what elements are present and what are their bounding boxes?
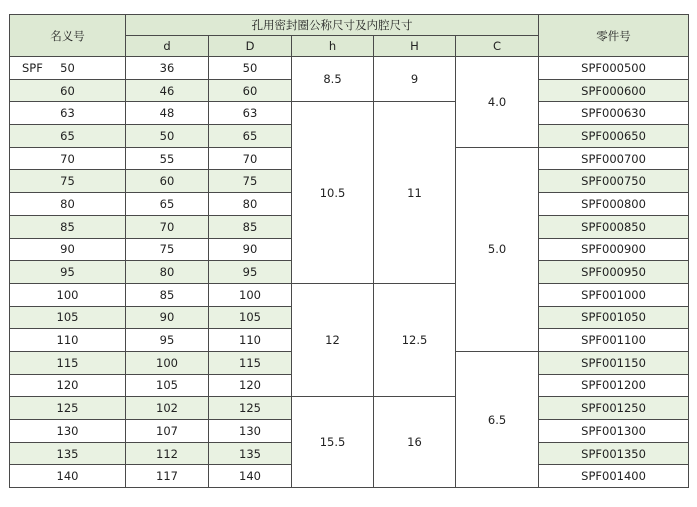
- d-cell: 55: [126, 147, 209, 170]
- part-number-cell: SPF000900: [539, 238, 689, 261]
- part-number-cell: SPF000500: [539, 57, 689, 80]
- nominal-cell: 75: [10, 170, 126, 193]
- d-cell: 80: [126, 261, 209, 284]
- d-cell: 65: [126, 193, 209, 216]
- d-cell: 60: [126, 170, 209, 193]
- nominal-cell: 115: [10, 351, 126, 374]
- D-cell: 110: [209, 329, 292, 352]
- d-cell: 107: [126, 420, 209, 443]
- nominal-cell: 70: [10, 147, 126, 170]
- d-cell: 70: [126, 215, 209, 238]
- h-cell: 12: [292, 283, 374, 396]
- nominal-cell: 95: [10, 261, 126, 284]
- d-cell: 112: [126, 442, 209, 465]
- H-cell: 11: [374, 102, 456, 284]
- part-number-cell: SPF000800: [539, 193, 689, 216]
- seal-dimension-table: [9, 14, 689, 488]
- spec-table-container: [9, 14, 689, 488]
- nominal-cell: 100: [10, 283, 126, 306]
- nominal-cell: 80: [10, 193, 126, 216]
- part-number-cell: SPF001250: [539, 397, 689, 420]
- D-cell: 100: [209, 283, 292, 306]
- part-number-cell: SPF001400: [539, 465, 689, 488]
- part-number-cell: SPF001150: [539, 351, 689, 374]
- part-number-cell: SPF001000: [539, 283, 689, 306]
- D-cell: 50: [209, 57, 292, 80]
- H-cell: 12.5: [374, 283, 456, 396]
- D-cell: 95: [209, 261, 292, 284]
- part-number-cell: SPF001300: [539, 420, 689, 443]
- nominal-cell: 130: [10, 420, 126, 443]
- header-col-h: h: [292, 36, 374, 57]
- d-cell: 105: [126, 374, 209, 397]
- nominal-cell: 85: [10, 215, 126, 238]
- D-cell: 125: [209, 397, 292, 420]
- part-number-cell: SPF000630: [539, 102, 689, 125]
- part-number-cell: SPF000600: [539, 79, 689, 102]
- h-cell: 8.5: [292, 57, 374, 102]
- nominal-cell: 65: [10, 125, 126, 148]
- part-number-cell: SPF001050: [539, 306, 689, 329]
- header-part-number: 零件号: [539, 15, 689, 57]
- part-number-cell: SPF000850: [539, 215, 689, 238]
- d-cell: 100: [126, 351, 209, 374]
- header-col-D: D: [209, 36, 292, 57]
- part-number-cell: SPF000950: [539, 261, 689, 284]
- d-cell: 102: [126, 397, 209, 420]
- table-row: [10, 57, 689, 80]
- d-cell: 48: [126, 102, 209, 125]
- h-cell: 10.5: [292, 102, 374, 284]
- part-number-cell: SPF000650: [539, 125, 689, 148]
- table-row: [10, 102, 689, 125]
- part-number-cell: SPF000700: [539, 147, 689, 170]
- nominal-value: 50: [60, 60, 75, 75]
- nominal-cell: 120: [10, 374, 126, 397]
- h-cell: 15.5: [292, 397, 374, 488]
- header-col-d: d: [126, 36, 209, 57]
- C-cell: 4.0: [456, 57, 539, 148]
- D-cell: 140: [209, 465, 292, 488]
- header-col-H: H: [374, 36, 456, 57]
- nominal-cell: 135: [10, 442, 126, 465]
- part-number-cell: SPF001100: [539, 329, 689, 352]
- C-cell: 5.0: [456, 147, 539, 351]
- d-cell: 117: [126, 465, 209, 488]
- C-cell: 6.5: [456, 351, 539, 487]
- nominal-cell: 110: [10, 329, 126, 352]
- d-cell: 90: [126, 306, 209, 329]
- nominal-cell: [10, 57, 126, 80]
- nominal-cell: 63: [10, 102, 126, 125]
- header-nominal: 名义号: [10, 15, 126, 57]
- header-col-C: C: [456, 36, 539, 57]
- H-cell: 9: [374, 57, 456, 102]
- D-cell: 135: [209, 442, 292, 465]
- d-cell: 50: [126, 125, 209, 148]
- D-cell: 130: [209, 420, 292, 443]
- nominal-cell: 90: [10, 238, 126, 261]
- header-dimension-group: 孔用密封圈公称尺寸及内腔尺寸: [126, 15, 539, 36]
- D-cell: 80: [209, 193, 292, 216]
- d-cell: 75: [126, 238, 209, 261]
- D-cell: 65: [209, 125, 292, 148]
- nominal-cell: 125: [10, 397, 126, 420]
- D-cell: 70: [209, 147, 292, 170]
- D-cell: 115: [209, 351, 292, 374]
- d-cell: 85: [126, 283, 209, 306]
- D-cell: 90: [209, 238, 292, 261]
- D-cell: 63: [209, 102, 292, 125]
- nominal-cell: 105: [10, 306, 126, 329]
- D-cell: 105: [209, 306, 292, 329]
- part-number-cell: SPF000750: [539, 170, 689, 193]
- D-cell: 75: [209, 170, 292, 193]
- D-cell: 85: [209, 215, 292, 238]
- part-number-cell: SPF001200: [539, 374, 689, 397]
- nominal-cell: 60: [10, 79, 126, 102]
- table-row: [10, 283, 689, 306]
- series-prefix: SPF: [22, 60, 43, 75]
- table-row: [10, 397, 689, 420]
- D-cell: 120: [209, 374, 292, 397]
- d-cell: 46: [126, 79, 209, 102]
- H-cell: 16: [374, 397, 456, 488]
- part-number-cell: SPF001350: [539, 442, 689, 465]
- d-cell: 95: [126, 329, 209, 352]
- d-cell: 36: [126, 57, 209, 80]
- D-cell: 60: [209, 79, 292, 102]
- nominal-cell: 140: [10, 465, 126, 488]
